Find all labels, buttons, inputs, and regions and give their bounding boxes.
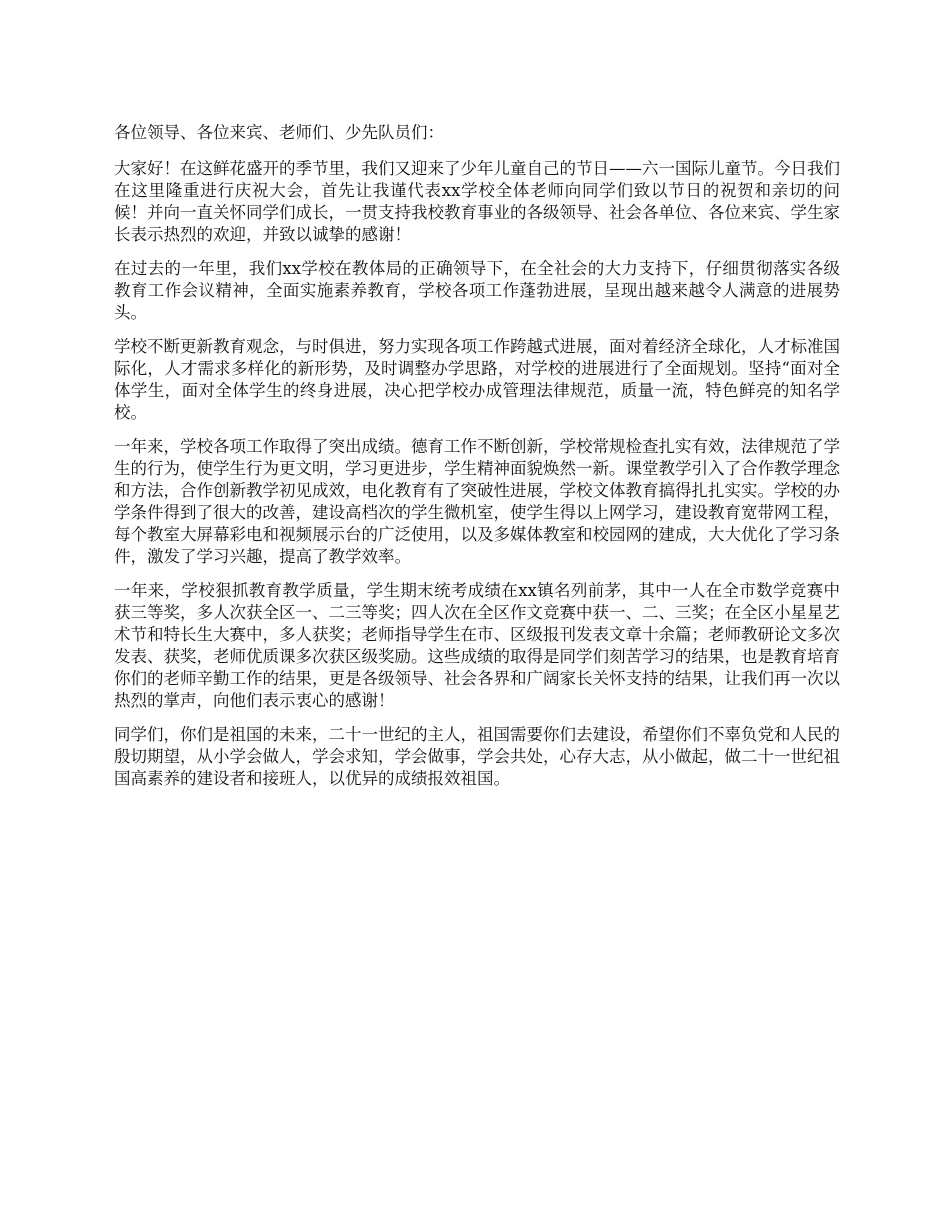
closing-paragraph: 同学们，你们是祖国的未来，二十一世纪的主人，祖国需要你们去建设，希望你们不辜负党和人民的殷切期望，从小学会做人，学会求知，学会做事，学会共处，心存大志，从小做起，做二十一世纪祖国高素养的建设者和接班人，以优异的成绩报效祖国。 (114, 725, 840, 788)
greeting-paragraph: 各位领导、各位来宾、老师们、少先队员们： (114, 123, 444, 142)
achievements-paragraph: 一年来，学校各项工作取得了突出成绩。德育工作不断创新，学校常规检查扎实有效，法律规范了学生的行为，使学生行为更文明，学习更进步，学生精神面貌焕然一新。课堂教学引入了合作教学理念和方法，合作创新教学初见成效，电化教育有了突破性进展，学校文体教育搞得扎扎实实。学校的办学条件得到了很大的改善，建设高档次的学生微机室，使学生得以上网学习，建设教育宽带网工程，每个教室大屏幕彩电和视频展示台的广泛使用，以及多媒体教室和校园网的建成，大大优化了学习条件，激发了学习兴趣，提高了教学效率。 (114, 437, 840, 566)
teaching-quality-paragraph: 一年来，学校狠抓教育教学质量，学生期末统考成绩在xx镇名列前茅，其中一人在全市数学竞赛中获三等奖，多人次获全区一、二三等奖；四人次在全区作文竞赛中获一、二、三奖；在全区小星星艺术节和特长生大赛中，多人获奖；老师指导学生在市、区级报刊发表文章十余篇；老师教研论文多次发表、获奖，老师优质课多次获区级奖励。这些成绩的取得是同学们刻苦学习的结果，也是教育培育你们的老师辛勤工作的结果，更是各级领导、社会各界和广阔家长关怀支持的结果，让我们再一次以热烈的掌声，向他们表示衷心的感谢！ (114, 581, 840, 710)
document-page (114, 122, 840, 802)
education-concept-paragraph: 学校不断更新教育观念，与时俱进，努力实现各项工作跨越式进展，面对着经济全球化，人才标准国际化，人才需求多样化的新形势，及时调整办学思路，对学校的进展进行了全面规划。坚持“面对全体学生，面对全体学生的终身进展，决心把学校办成管理法律规范，质量一流，特色鲜亮的知名学校。 (114, 337, 840, 422)
past-year-paragraph: 在过去的一年里，我们xx学校在教体局的正确领导下，在全社会的大力支持下，仔细贯彻落实各级教育工作会议精神，全面实施素养教育，学校各项工作蓬勃进展，呈现出越来越令人满意的进展势头。 (114, 259, 840, 322)
opening-paragraph: 大家好！在这鲜花盛开的季节里，我们又迎来了少年儿童自己的节日——六一国际儿童节。今日我们在这里隆重进行庆祝大会，首先让我谨代表xx学校全体老师向同学们致以节日的祝贺和亲切的问候！并向一直关怀同学们成长，一贯支持我校教育事业的各级领导、社会各单位、各位来宾、学生家长表示热烈的欢迎，并致以诚挚的感谢！ (114, 159, 840, 244)
